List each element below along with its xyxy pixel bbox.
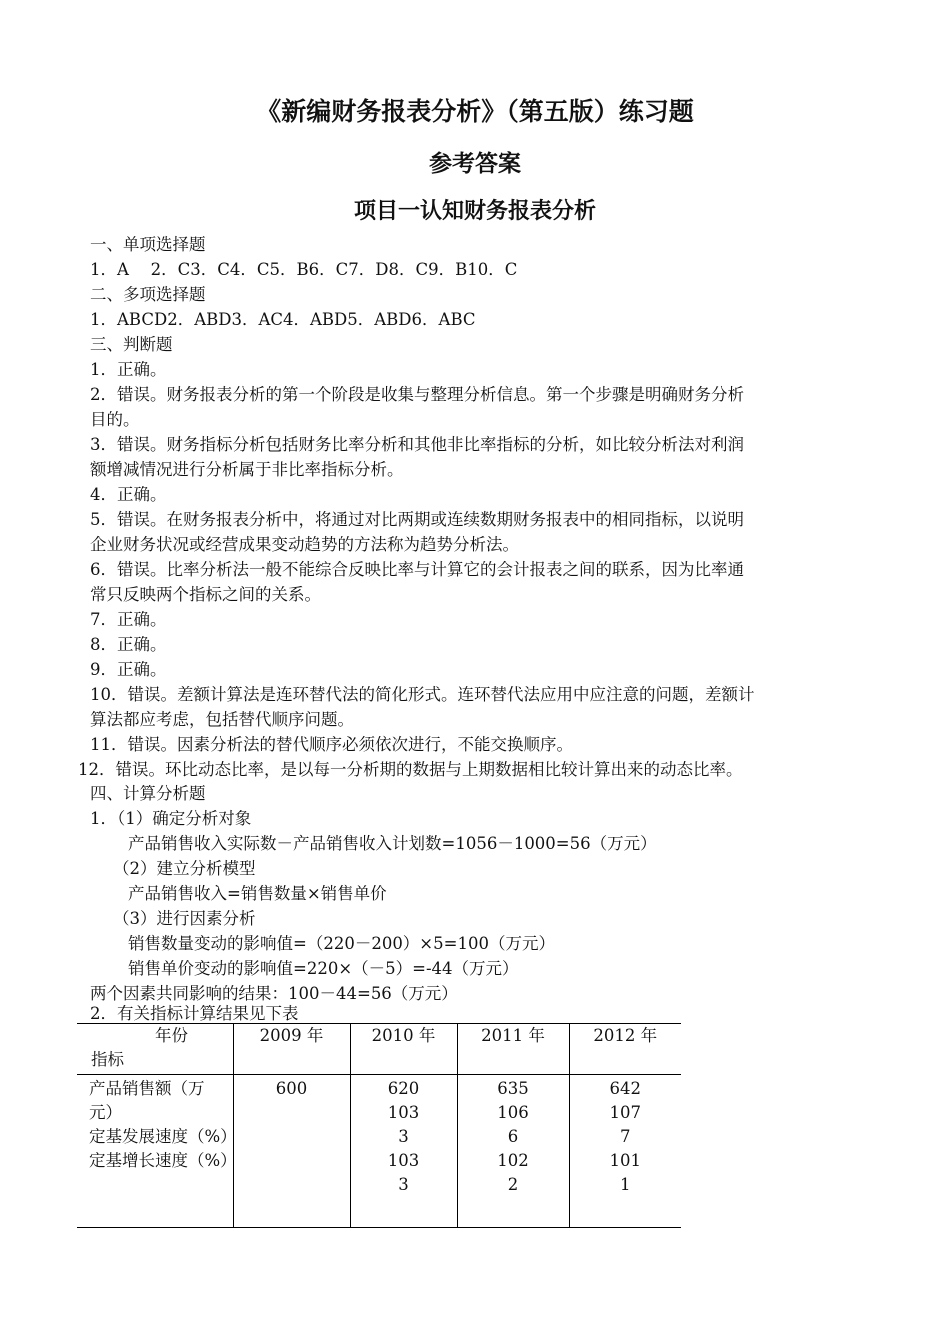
- table-cell: 620: [387, 1079, 420, 1098]
- table-cell: 642: [609, 1079, 641, 1098]
- calc-1-combined: 两个因素共同影响的结果：100－44=56（万元）: [90, 984, 458, 1003]
- table-corner-cell: [77, 1024, 233, 1075]
- table-cell: 6: [507, 1127, 519, 1146]
- table-cell: 2: [507, 1175, 519, 1194]
- year-header: 2012 年: [569, 1024, 681, 1075]
- heading-multiple-choice: 二、多项选择题: [90, 285, 206, 304]
- table-cell: 7: [620, 1127, 631, 1146]
- table-header-row: [77, 1024, 681, 1075]
- calc-2-intro: 2．有关指标计算结果见下表: [90, 1004, 299, 1023]
- table-cell: 103: [387, 1103, 420, 1122]
- answer-tf-9: 9．正确。: [90, 660, 167, 679]
- calc-1-step2-detail: 产品销售收入=销售数量×销售单价: [128, 884, 387, 903]
- calc-1-step2: （2）建立分析模型: [113, 859, 256, 878]
- year-header: 2009 年: [233, 1024, 350, 1075]
- row-label-sales: 产品销售额（万元）: [89, 1079, 205, 1122]
- corner-label-year: 年份: [155, 1026, 188, 1045]
- year-2011-values: [457, 1075, 569, 1228]
- calc-1-price-effect: 销售单价变动的影响值=220×（－5）=-44（万元）: [128, 959, 519, 978]
- answer-tf-3-line2: 额增减情况进行分析属于非比率指标分析。: [90, 460, 404, 479]
- answer-tf-7: 7．正确。: [90, 610, 167, 629]
- answer-tf-8: 8．正确。: [90, 635, 167, 654]
- answer-tf-4: 4．正确。: [90, 485, 167, 504]
- year-header: 2010 年: [350, 1024, 457, 1075]
- answer-tf-12: 12．错误。环比动态比率，是以每一分析期的数据与上期数据相比较计算出来的动态比率。: [78, 760, 743, 779]
- table-body-row: [77, 1075, 681, 1228]
- year-header: 2011 年: [457, 1024, 569, 1075]
- answer-tf-10-line1: 10．错误。差额计算法是连环替代法的简化形式。连环替代法应用中应注意的问题，差额计: [90, 685, 755, 704]
- calc-1-step1: 1．（1）确定分析对象: [90, 809, 252, 828]
- calc-1-quantity-effect: 销售数量变动的影响值=（220－200）×5=100（万元）: [128, 934, 555, 953]
- table-cell: 635: [497, 1079, 529, 1098]
- table-cell: 3: [398, 1175, 409, 1194]
- row-labels-cell: [77, 1075, 237, 1228]
- answers-multiple-choice: 1．ABCD2．ABD3．AC4．ABD5．ABD6．ABC: [90, 310, 476, 329]
- section-heading: 项目一认知财务报表分析: [353, 199, 596, 224]
- table-cell: 101: [609, 1151, 641, 1170]
- answer-tf-6-line1: 6．错误。比率分析法一般不能综合反映比率与计算它的会计报表之间的联系，因为比率通: [90, 560, 744, 579]
- answers-single-choice: 1．A 2．C3．C4．C5．B6．C7．D8．C9．B10．C: [90, 260, 518, 279]
- answer-tf-3-line1: 3．错误。财务指标分析包括财务比率分析和其他非比率指标的分析，如比较分析法对利润: [90, 435, 744, 454]
- answer-tf-5-line1: 5．错误。在财务报表分析中，将通过对比两期或连续数期财务报表中的相同指标，以说明: [90, 510, 744, 529]
- table-cell: 107: [609, 1103, 641, 1122]
- table-cell: 103: [387, 1151, 420, 1170]
- row-label-fixed-base-development: 定基发展速度（%）: [89, 1127, 237, 1146]
- document-title: 《新编财务报表分析》（第五版）练习题: [256, 97, 694, 126]
- answer-tf-10-line2: 算法都应考虑，包括替代顺序问题。: [90, 710, 354, 729]
- heading-calculation: 四、计算分析题: [90, 784, 206, 803]
- answer-tf-5-line2: 企业财务状况或经营成果变动趋势的方法称为趋势分析法。: [90, 535, 519, 554]
- answer-tf-2-line1: 2．错误。财务报表分析的第一个阶段是收集与整理分析信息。第一个步骤是明确财务分析: [90, 385, 744, 404]
- year-2009-values: [233, 1075, 350, 1228]
- answer-tf-1: 1．正确。: [90, 360, 167, 379]
- corner-label-indicator: 指标: [91, 1050, 124, 1069]
- calc-1-step3: （3）进行因素分析: [113, 909, 256, 928]
- table-cell: 3: [398, 1127, 409, 1146]
- year-2010-values: [350, 1075, 457, 1228]
- document-subtitle: 参考答案: [429, 151, 521, 177]
- heading-true-false: 三、判断题: [90, 335, 173, 354]
- answer-tf-6-line2: 常只反映两个指标之间的关系。: [90, 585, 321, 604]
- heading-single-choice: 一、单项选择题: [90, 235, 206, 254]
- indicator-table: [77, 1023, 681, 1228]
- table-cell: 1: [620, 1175, 631, 1194]
- table-cell: 102: [497, 1151, 529, 1170]
- calc-1-step1-detail: 产品销售收入实际数－产品销售收入计划数=1056－1000=56（万元）: [128, 834, 657, 853]
- year-2012-values: [569, 1075, 681, 1228]
- row-label-fixed-base-growth: 定基增长速度（%）: [89, 1151, 237, 1170]
- answer-tf-11: 11．错误。因素分析法的替代顺序必须依次进行，不能交换顺序。: [90, 735, 573, 754]
- answer-tf-2-line2: 目的。: [90, 410, 140, 429]
- table-cell: 106: [497, 1103, 529, 1122]
- table-cell: 600: [275, 1079, 308, 1098]
